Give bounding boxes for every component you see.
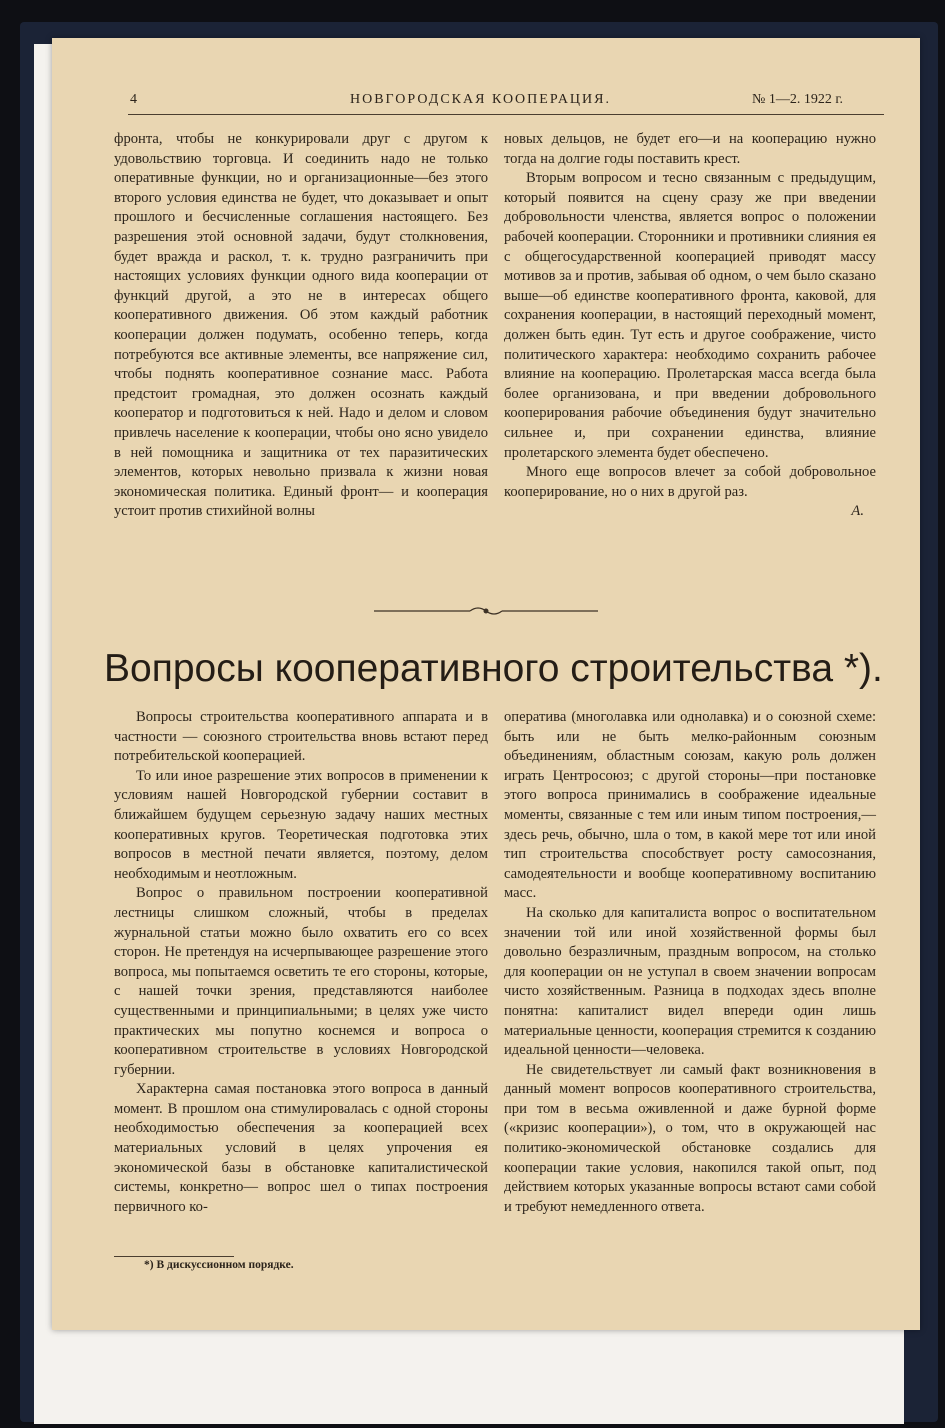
paragraph: Вторым вопросом и тесно связанным с предыдущим, который появится на сцену сразу же при введении добровольности членства, является вопрос о положении рабочей кооперации. Сторонники и противники слияния ея с общегосударственной кооперацией приводят массу мотивов за и против, забывая об одном, о чем было сказано выше—об единстве кооперативного фронта, каковой, для сохранения кооперации, в настоящий переходный момент, должен быть един. Тут есть и другое соображение, чисто политического характера: необходимо сохранить рабочее влияние на кооперацию. Пролетарская масса всегда была более организована, и при введении добровольного кооперирования рабочие объединения будут значительно сильнее и, при сохранении единства, влияние пролетарского элемента будет обеспечено. [504,170,876,461]
ornament-divider [52,604,920,618]
paragraph: Вопрос о правильном построении кооперативной лестницы слишком сложный, чтобы в пределах журнальной статьи можно было охватить его со всех сторон. Не претендуя на исчерпывающее разрешение этого вопроса, мы попытаемся осветить те его стороны, которые, с нашей точки зрения, представляются наиболее существенными и принципиальными; в целях уже чисто практических мы попутно коснемся и вопроса о кооперативном строительстве в условиях Новгородской губернии. [114,885,488,1078]
paragraph: Характерна самая постановка этого вопроса в данный момент. В прошлом она стимулировалась с одной стороны необходимостью обеспечения за кооперацией всех материальных условий в целях упрочения ея экономической базы в обстановке капиталистической системы, конкретно— вопрос шел о типах построения первичного ко- [114,1081,488,1215]
article-title: Вопросы кооперативного строительства *). [104,647,883,690]
author-signature: А. [851,503,864,520]
newspaper-page [52,38,920,1330]
paragraph: То или иное разрешение этих вопросов в применении к условиям нашей Новгородской губернии составит в ближайшем будущем серьезную задачу наших местных кооперативных кругов. Теоретическая подготовка этих вопросов в местной печати является, поэтому, делом необходимым и неотложным. [114,767,488,882]
running-header [52,92,920,114]
paragraph: оператива (многолавка или однолавка) и о союзной схеме: быть или не быть мелко-районным союзным объединениям, областным союзам, какую роль должен играть Центросоюз; с другой стороны—при постановке этого вопроса принимались в соображение идеальные моменты, связанные с тем или иным типом построения,—здесь речь, обычно, шла о том, в какой мере тот или иной тип строительства способствует росту самосознания, самодеятельности и вообще кооперативному воспитанию масс. [504,709,876,902]
header-rule [128,114,884,115]
footnote: *) В дискуссионном порядке. [144,1259,294,1271]
article1-column-left [114,130,488,522]
footnote-rule [114,1256,234,1257]
paragraph: На сколько для капиталиста вопрос о воспитательном значении той или иной хозяйственной формы был довольно безразличным, праздным вопросом, на столько для кооперации он не уступал в своем значении вопросам чисто хозяйственным. Разница в подходах здесь вполне понятна: капиталист видел впереди один лишь материальные ценности, кооперация стремится к созданию идеальной ценности—человека. [504,904,876,1059]
journal-name: НОВГОРОДСКАЯ КООПЕРАЦИЯ. [350,92,611,107]
article2-column-left [114,708,488,1217]
page-number: 4 [130,92,137,107]
article1-column-right [504,130,876,522]
paragraph: Вопросы строительства кооперативного аппарата и в частности — союзного строительства вновь встают перед потребительской кооперацией. [114,709,488,765]
paragraph: Много еще вопросов влечет за собой добровольное кооперирование, но о них в другой раз. [504,464,876,500]
paragraph: Не свидетельствует ли самый факт возникновения в данный момент вопросов кооперативного строительства, при том в весьма оживленной и даже бурной форме («кризис кооперации»), о том, что в окружающей нас политико-экономической обстановке создались для кооперации такие условия, накопился такой опыт, под действием которых указанные вопросы встают сами собой и требуют немедленного ответа. [504,1061,876,1215]
article2-column-right [504,708,876,1217]
paragraph: новых дельцов, не будет его—и на кооперацию нужно тогда на долгие годы поставить крест. [504,131,876,167]
issue-number: № 1—2. 1922 г. [752,92,844,107]
paragraph: фронта, чтобы не конкурировали друг с другом к удовольствию торговца. И соединить надо не только оперативные функции, но и организационные—без этого второго условия единства не будет, что доказывает и опыт прошлого и бесчисленные соглашения настоящего. Без разрешения этой основной задачи, будут столкновения, будет вражда и раскол, т. к. трудно разграничить при настоящих условиях функции одного вида кооперации от функций другой, а это не в интересах общего кооперативного движения. Об этом каждый работник кооперации должен подумать, особенно теперь, когда потребуются все активные элементы, все напряжение сил, чтобы поднять кооперативное сознание масс. Работа предстоит громадная, это должен осознать каждый кооператор и подготовиться к ней. Надо и делом и словом привлечь население к кооперации, чтобы оно ясно увидело в ней помощника и защитника от тех паразитических элементов, которых невольно призвала к жизни новая экономическая политика. Единый фронт— и кооперация устоит против стихийной волны [114,131,488,520]
